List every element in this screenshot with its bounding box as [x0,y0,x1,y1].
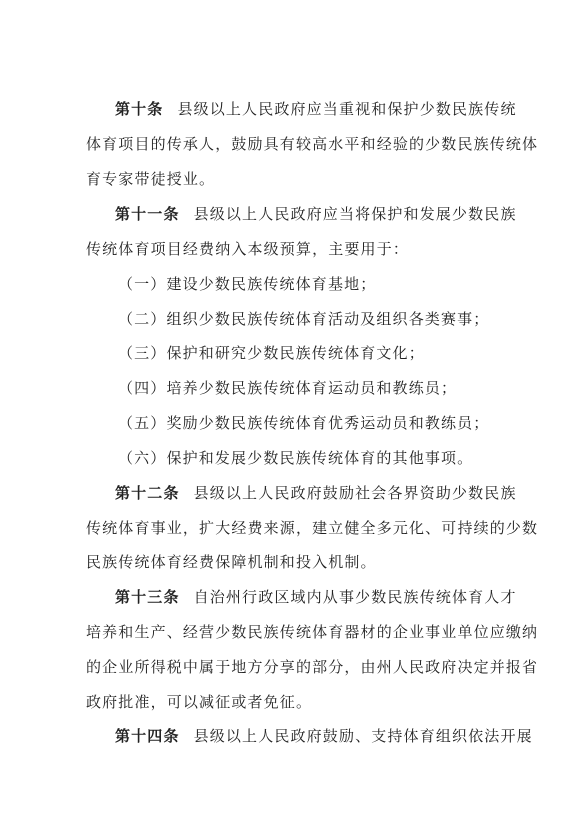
list-item: （五）奖励少数民族传统体育优秀运动员和教练员； [118,414,490,432]
list-item: （二）组织少数民族传统体育活动及组织各类赛事； [118,310,490,328]
article-13-line-1: 第十三条 自治州行政区域内从事少数民族传统体育人才 [115,588,517,606]
article-11-line-2: 传统体育项目经费纳入本级预算，主要用于： [86,240,410,258]
article-12-line-3: 民族传统体育经费保障机制和投入机制。 [86,553,377,571]
article-heading: 第十一条 [115,205,180,223]
article-heading: 第十条 [115,100,164,118]
article-11-line-1: 第十一条 县级以上人民政府应当将保护和发展少数民族 [115,205,517,223]
article-14-line-1: 第十四条 县级以上人民政府鼓励、支持体育组织依法开展 [115,727,533,745]
article-heading: 第十四条 [115,727,180,745]
article-heading: 第十三条 [115,588,180,606]
article-13-line-4: 政府批准，可以减征或者免征。 [86,693,313,711]
article-10-line-1: 第十条 县级以上人民政府应当重视和保护少数民族传统 [115,100,517,118]
article-10-line-2: 体育项目的传承人，鼓励具有较高水平和经验的少数民族传统体 [86,135,539,153]
list-item: （六）保护和发展少数民族传统体育的其他事项。 [118,449,474,467]
article-12-line-2: 传统体育事业，扩大经费来源，建立健全多元化、可持续的少数 [86,519,539,537]
article-10-line-3: 育专家带徒授业。 [86,170,216,188]
list-item: （三）保护和研究少数民族传统体育文化； [118,344,425,362]
article-13-line-2: 培养和生产、经营少数民族传统体育器材的企业事业单位应缴纳 [86,623,539,641]
list-item: （四）培养少数民族传统体育运动员和教练员； [118,379,458,397]
article-13-line-3: 的企业所得税中属于地方分享的部分，由州人民政府决定并报省 [86,658,539,676]
article-heading: 第十二条 [115,484,180,502]
list-item: （一）建设少数民族传统体育基地； [118,275,377,293]
article-12-line-1: 第十二条 县级以上人民政府鼓励社会各界资助少数民族 [115,484,517,502]
